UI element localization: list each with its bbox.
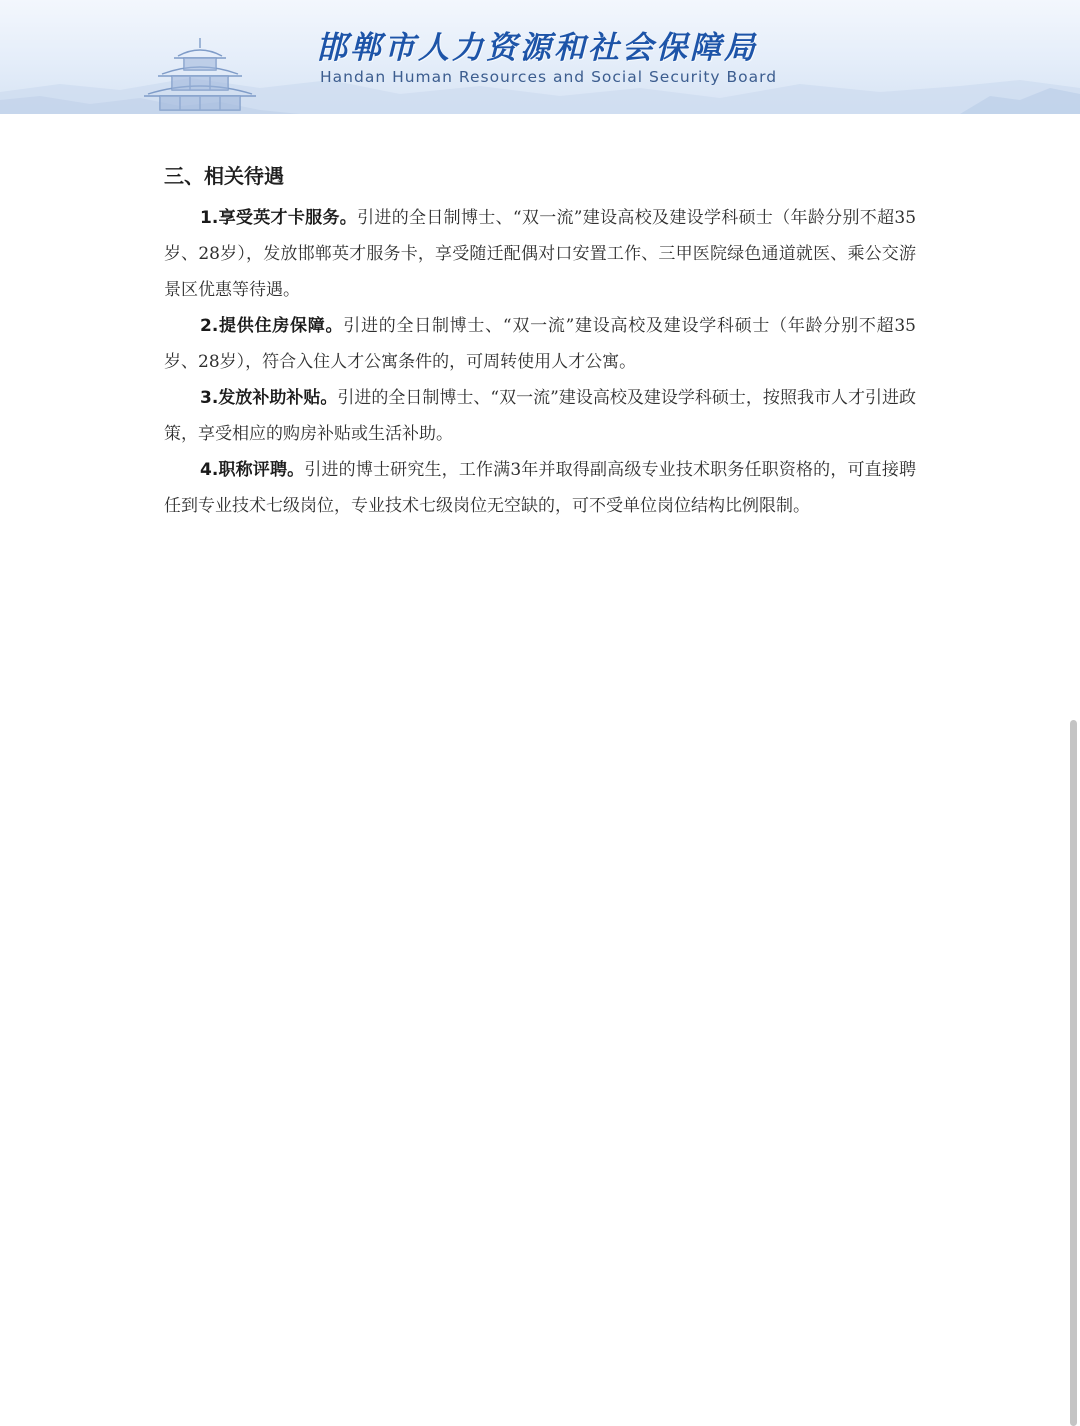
item-number: 1. [200,208,219,228]
benefit-item-4 [164,452,916,524]
item-text: 引进的博士研究生，工作满3年并取得副高级专业技术职务任职资格的，可直接聘任到专业技术七级岗位，专业技术七级岗位无空缺的，可不受单位岗位结构比例限制。 [164,460,916,516]
org-title-cn: 邯郸市人力资源和社会保障局 [316,30,758,66]
item-lead: 享受英才卡服务。 [218,208,358,228]
item-text: 引进的全日制博士、“双一流”建设高校及建设学科硕士（年龄分别不超35岁、28岁），符合入住人才公寓条件的，可周转使用人才公寓。 [164,316,916,372]
header-banner [0,0,1080,114]
benefit-item-3 [164,380,916,452]
item-number: 3. [200,388,219,408]
benefit-item-1 [164,200,916,308]
item-text: 引进的全日制博士、“双一流”建设高校及建设学科硕士（年龄分别不超35岁、28岁），发放邯郸英才服务卡，享受随迁配偶对口安置工作、三甲医院绿色通道就医、乘公交游景区优惠等待遇。 [164,208,917,300]
item-number: 2. [200,316,219,336]
org-title-en: Handan Human Resources and Social Security Board [320,68,778,86]
item-number: 4. [200,460,219,480]
item-text: 引进的全日制博士、“双一流”建设高校及建设学科硕士，按照我市人才引进政策，享受相应的购房补贴或生活补助。 [164,388,916,444]
item-lead: 职称评聘。 [218,460,305,480]
section-heading: 三、相关待遇 [164,164,284,188]
pagoda-icon [140,34,270,114]
document-body [164,158,916,524]
vertical-scrollbar[interactable] [1066,114,1080,1312]
scrollbar-thumb[interactable] [1070,720,1077,1426]
benefit-item-2 [164,308,916,380]
item-lead: 提供住房保障。 [218,316,344,336]
item-lead: 发放补助补贴。 [218,388,338,408]
